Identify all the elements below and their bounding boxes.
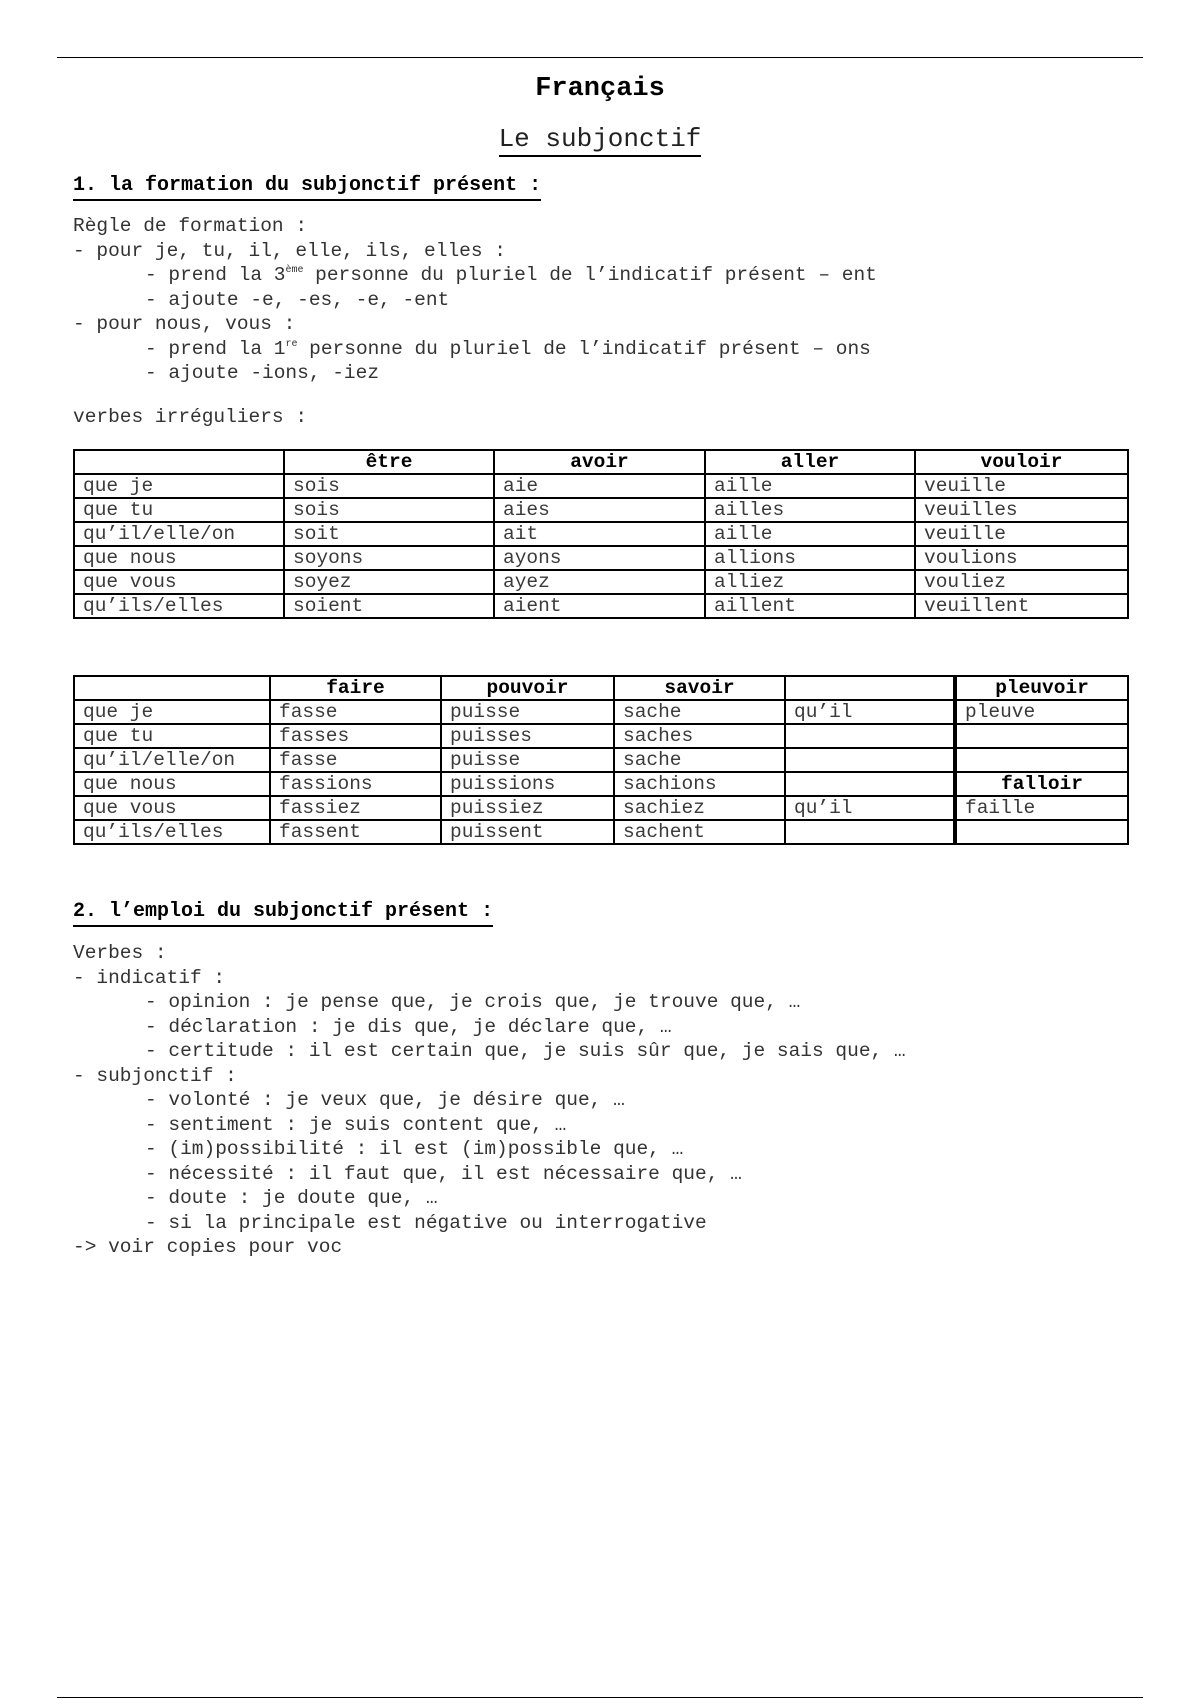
group2-line1-sup: re <box>285 338 298 350</box>
irregular-verbs-table-2 <box>73 675 1129 845</box>
table-cell: aillent <box>705 594 915 618</box>
table2-header-cell: pouvoir <box>441 676 614 700</box>
table-cell: soient <box>284 594 494 618</box>
table-row <box>74 772 1128 796</box>
subjonctif-item: - doute : je doute que, … <box>145 1187 438 1209</box>
table-cell: qu’ils/elles <box>74 594 284 618</box>
table-cell: aie <box>494 474 705 498</box>
table-cell: veuilles <box>915 498 1128 522</box>
table-row <box>74 724 1128 748</box>
table1-header-cell: vouloir <box>915 450 1128 474</box>
table2-header-row <box>74 676 1128 700</box>
table-row <box>74 796 1128 820</box>
table-cell: ayons <box>494 546 705 570</box>
table-cell <box>955 820 1128 844</box>
group1-line1-post: personne du pluriel de l’indicatif présent – ent <box>303 264 877 286</box>
table-cell: sachions <box>614 772 785 796</box>
group2-line1 <box>73 337 877 362</box>
table1-header-cell: aller <box>705 450 915 474</box>
subjonctif-item: - volonté : je veux que, je désire que, … <box>145 1089 625 1111</box>
table-cell: soit <box>284 522 494 546</box>
table-cell: veuille <box>915 474 1128 498</box>
group1-label: - pour je, tu, il, elle, ils, elles : <box>73 239 506 262</box>
table-row <box>74 700 1128 724</box>
top-rule <box>57 57 1143 58</box>
section1-heading-text: 1. la formation du subjonctif présent : <box>73 174 541 201</box>
table-cell: fassions <box>270 772 441 796</box>
bottom-rule <box>57 1697 1143 1698</box>
table-cell: ailles <box>705 498 915 522</box>
table-cell: sachiez <box>614 796 785 820</box>
usage-list <box>73 941 906 1260</box>
page-title: Français <box>535 74 665 104</box>
table-cell: que nous <box>74 546 284 570</box>
table-cell: qu’il <box>785 700 955 724</box>
table-cell <box>785 820 955 844</box>
table-cell: soyons <box>284 546 494 570</box>
table2-header-cell: savoir <box>614 676 785 700</box>
irregular-label: verbes irréguliers : <box>73 406 308 428</box>
table-cell: sois <box>284 498 494 522</box>
table-cell: falloir <box>955 772 1128 796</box>
table-cell: fasses <box>270 724 441 748</box>
section1-heading <box>73 174 541 197</box>
table-row <box>74 594 1128 618</box>
table-row <box>74 820 1128 844</box>
table-cell: fassent <box>270 820 441 844</box>
indicatif-item: - certitude : il est certain que, je suis sûr que, je sais que, … <box>145 1040 906 1062</box>
table2-header-cell: pleuvoir <box>955 676 1128 700</box>
table-cell <box>785 748 955 772</box>
table-row <box>74 498 1128 522</box>
subjonctif-label: - subjonctif : <box>73 1064 237 1087</box>
subjonctif-item: - si la principale est négative ou interrogative <box>145 1211 707 1234</box>
group1-line1-sup: ème <box>285 265 304 276</box>
table-cell: sache <box>614 700 785 724</box>
table-cell: qu’il <box>785 796 955 820</box>
table-cell: allions <box>705 546 915 570</box>
verbs-label: Verbes : <box>73 942 167 964</box>
table-cell: puisses <box>441 724 614 748</box>
subjonctif-item: - (im)possibilité : il est (im)possible que, … <box>145 1138 684 1160</box>
table-cell: faille <box>955 796 1128 820</box>
table-cell: ayez <box>494 570 705 594</box>
table1-header-cell <box>74 450 284 474</box>
table-row <box>74 522 1128 546</box>
table-cell: puisse <box>441 748 614 772</box>
section2-heading <box>73 900 493 923</box>
table-row <box>74 474 1128 498</box>
table-cell: aille <box>705 474 915 498</box>
table-cell: qu’il/elle/on <box>74 522 284 546</box>
indicatif-item: - déclaration : je dis que, je déclare que, … <box>145 1015 672 1038</box>
table1-header-row <box>74 450 1128 474</box>
indicatif-item: - opinion : je pense que, je crois que, je trouve que, … <box>145 991 801 1013</box>
table-cell: qu’ils/elles <box>74 820 270 844</box>
table2-header-cell: faire <box>270 676 441 700</box>
table-cell: sachent <box>614 820 785 844</box>
table-cell: veuille <box>915 522 1128 546</box>
table-cell: puissiez <box>441 796 614 820</box>
table-cell: aient <box>494 594 705 618</box>
table-cell: que je <box>74 700 270 724</box>
table-cell <box>785 724 955 748</box>
indicatif-label: - indicatif : <box>73 966 226 989</box>
group1-line2: - ajoute -e, -es, -e, -ent <box>145 288 450 311</box>
table-row <box>74 748 1128 772</box>
table-cell: que je <box>74 474 284 498</box>
table-cell: ait <box>494 522 705 546</box>
table-cell: puissions <box>441 772 614 796</box>
table-cell: puissent <box>441 820 614 844</box>
table2-header-cell <box>74 676 270 700</box>
table1-header-cell: être <box>284 450 494 474</box>
group2-label: - pour nous, vous : <box>73 313 296 335</box>
rule-label: Règle de formation : <box>73 215 308 237</box>
table-cell: pleuve <box>955 700 1128 724</box>
table-cell: sache <box>614 748 785 772</box>
table-row <box>74 570 1128 594</box>
group1-line1 <box>73 263 877 288</box>
table-cell: saches <box>614 724 785 748</box>
subtitle-text: Le subjonctif <box>499 124 702 157</box>
table-cell: aies <box>494 498 705 522</box>
table-cell: voulions <box>915 546 1128 570</box>
table2-header-cell <box>785 676 955 700</box>
table-cell: veuillent <box>915 594 1128 618</box>
table1-header-cell: avoir <box>494 450 705 474</box>
table-cell: puisse <box>441 700 614 724</box>
table-cell: sois <box>284 474 494 498</box>
irregular-verbs-table-1 <box>73 449 1129 619</box>
subjonctif-item: - sentiment : je suis content que, … <box>145 1113 567 1136</box>
table-cell: vouliez <box>915 570 1128 594</box>
footer-note: -> voir copies pour voc <box>73 1236 343 1258</box>
table-cell: que tu <box>74 724 270 748</box>
table-cell: fasse <box>270 748 441 772</box>
table-cell: que vous <box>74 570 284 594</box>
table-cell: soyez <box>284 570 494 594</box>
table-cell: qu’il/elle/on <box>74 748 270 772</box>
formation-rules <box>73 214 877 386</box>
subjonctif-item: - nécessité : il faut que, il est nécessaire que, … <box>145 1162 742 1185</box>
page-subtitle <box>0 124 1200 154</box>
table-cell <box>955 748 1128 772</box>
table-cell: aille <box>705 522 915 546</box>
table-cell: fasse <box>270 700 441 724</box>
section2-heading-text: 2. l’emploi du subjonctif présent : <box>73 900 493 927</box>
table-row <box>74 546 1128 570</box>
group2-line1-pre: - prend la 1 <box>145 337 286 360</box>
group1-line1-pre: - prend la 3 <box>145 264 286 286</box>
table-cell: que nous <box>74 772 270 796</box>
table-cell: fassiez <box>270 796 441 820</box>
table-cell <box>785 772 955 796</box>
table-cell: alliez <box>705 570 915 594</box>
group2-line2: - ajoute -ions, -iez <box>145 362 380 384</box>
group2-line1-post: personne du pluriel de l’indicatif présent – ons <box>297 337 871 360</box>
table-cell: que vous <box>74 796 270 820</box>
table-cell: que tu <box>74 498 284 522</box>
table-cell <box>955 724 1128 748</box>
